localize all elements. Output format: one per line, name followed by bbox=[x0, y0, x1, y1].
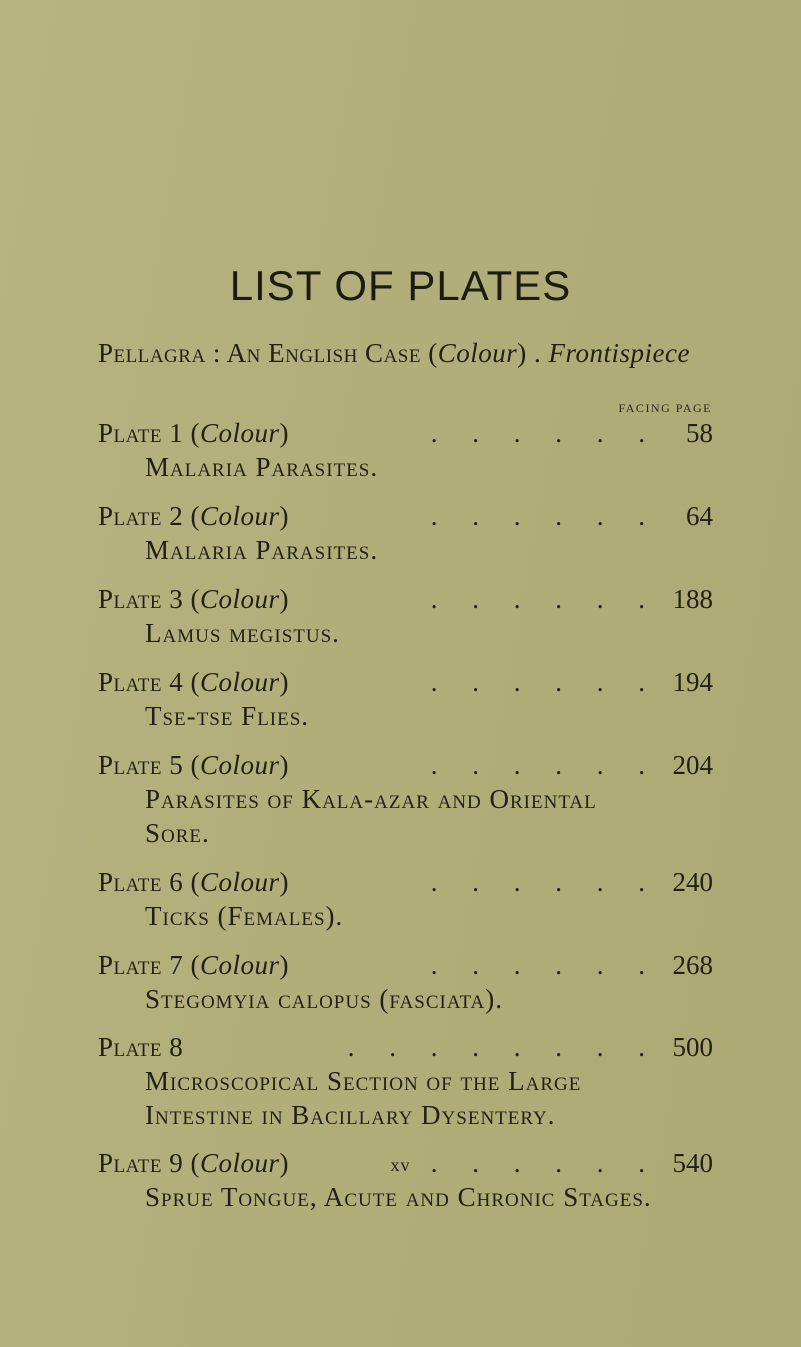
leader-dots: . . . . . . bbox=[430, 867, 659, 897]
plate-subject: Sore. bbox=[145, 818, 210, 848]
plate-entry bbox=[98, 865, 713, 933]
plate-note: Colour bbox=[199, 584, 280, 614]
plate-note: Colour bbox=[199, 750, 280, 780]
plate-subject: Parasites of Kala-azar and Oriental bbox=[145, 784, 597, 814]
frontispiece-note: Colour bbox=[437, 338, 518, 368]
leader-dots: . . . . . . . . bbox=[347, 1032, 659, 1062]
plate-subject: Stegomyia calopus (fasciata). bbox=[145, 984, 504, 1014]
plate-page-number: 268 bbox=[672, 950, 713, 980]
plate-note: Colour bbox=[199, 418, 280, 448]
plate-label-text: Plate 2 bbox=[98, 501, 184, 531]
plate-note: Colour bbox=[199, 667, 280, 697]
plate-page-number: 188 bbox=[672, 584, 713, 614]
plate-label-text: Plate 3 bbox=[98, 584, 184, 614]
frontispiece-sep: . bbox=[534, 338, 549, 368]
page-number: xv bbox=[390, 1155, 411, 1175]
plate-row bbox=[98, 748, 713, 782]
plate-subject: Sprue Tongue, Acute and Chronic Stages. bbox=[145, 1182, 652, 1212]
page-title: LIST OF PLATES bbox=[229, 262, 572, 309]
plate-subject: Malaria Parasites. bbox=[145, 452, 379, 482]
facing-page-label: FACING PAGE bbox=[618, 401, 712, 415]
plate-row bbox=[98, 665, 713, 699]
plate-entry bbox=[98, 416, 713, 484]
leader-dots: . . . . . . bbox=[430, 501, 659, 531]
plate-subject: Malaria Parasites. bbox=[145, 535, 379, 565]
plate-note: Colour bbox=[199, 867, 280, 897]
plate-label: Plate 1 (Colour) bbox=[98, 418, 289, 448]
plate-note: Colour bbox=[199, 501, 280, 531]
leader-dots: . . . . . . bbox=[430, 667, 659, 697]
plate-label-text: Plate 1 bbox=[98, 418, 184, 448]
plate-entry bbox=[98, 1030, 713, 1132]
plate-row bbox=[98, 1030, 713, 1064]
plate-entry bbox=[98, 665, 713, 733]
plate-row bbox=[98, 948, 713, 982]
plate-label: Plate 6 (Colour) bbox=[98, 867, 289, 897]
plate-row bbox=[98, 416, 713, 450]
plate-entry bbox=[98, 582, 713, 650]
plate-note: Colour bbox=[199, 1148, 280, 1178]
plate-row bbox=[98, 499, 713, 533]
plate-page-number: 240 bbox=[672, 867, 713, 897]
plate-entry bbox=[98, 948, 713, 1016]
leader-dots: . . . . . . bbox=[430, 750, 659, 780]
plate-page-number: 64 bbox=[686, 501, 713, 531]
plate-label-text: Plate 4 bbox=[98, 667, 184, 697]
leader-dots: . . . . . . bbox=[430, 1148, 659, 1178]
plate-note: Colour bbox=[199, 950, 280, 980]
plate-subject: Microscopical Section of the Large bbox=[145, 1066, 582, 1096]
leader-dots: . . . . . . bbox=[430, 950, 659, 980]
plate-row bbox=[98, 582, 713, 616]
plate-label: Plate 3 (Colour) bbox=[98, 584, 289, 614]
plate-page-number: 500 bbox=[672, 1032, 713, 1062]
plate-page-number: 204 bbox=[672, 750, 713, 780]
plate-page-number: 540 bbox=[672, 1148, 713, 1178]
frontispiece-position: Frontispiece bbox=[548, 338, 690, 368]
plate-subject: Tse-tse Flies. bbox=[145, 701, 310, 731]
plate-label: Plate 7 (Colour) bbox=[98, 950, 289, 980]
plate-label-text: Plate 5 bbox=[98, 750, 184, 780]
leader-dots: . . . . . . bbox=[430, 418, 659, 448]
frontispiece-line: Pellagra : An English Case (Colour) . Frontispiece bbox=[98, 338, 690, 368]
plate-subject: Lamus megistus. bbox=[145, 618, 340, 648]
plate-label: Plate 4 (Colour) bbox=[98, 667, 289, 697]
plate-label bbox=[98, 1030, 183, 1064]
plate-entry bbox=[98, 748, 713, 850]
leader-dots: . . . . . . bbox=[430, 584, 659, 614]
plate-entry bbox=[98, 499, 713, 567]
plate-row bbox=[98, 865, 713, 899]
plate-label: Plate 5 (Colour) bbox=[98, 750, 289, 780]
plate-label-text: Plate 6 bbox=[98, 867, 184, 897]
plate-label-text: Plate 7 bbox=[98, 950, 184, 980]
plate-label-text: Plate 8 bbox=[98, 1032, 184, 1062]
plate-label: Plate 9 (Colour) bbox=[98, 1148, 289, 1178]
plate-label: Plate 2 (Colour) bbox=[98, 501, 289, 531]
plate-page-number: 194 bbox=[672, 667, 713, 697]
plate-subject: Intestine in Bacillary Dysentery. bbox=[145, 1100, 556, 1130]
plate-subject: Ticks (Females). bbox=[145, 901, 344, 931]
frontispiece-label: Pellagra : An English Case bbox=[98, 338, 421, 368]
plate-label-text: Plate 9 bbox=[98, 1148, 184, 1178]
plate-page-number: 58 bbox=[686, 418, 713, 448]
